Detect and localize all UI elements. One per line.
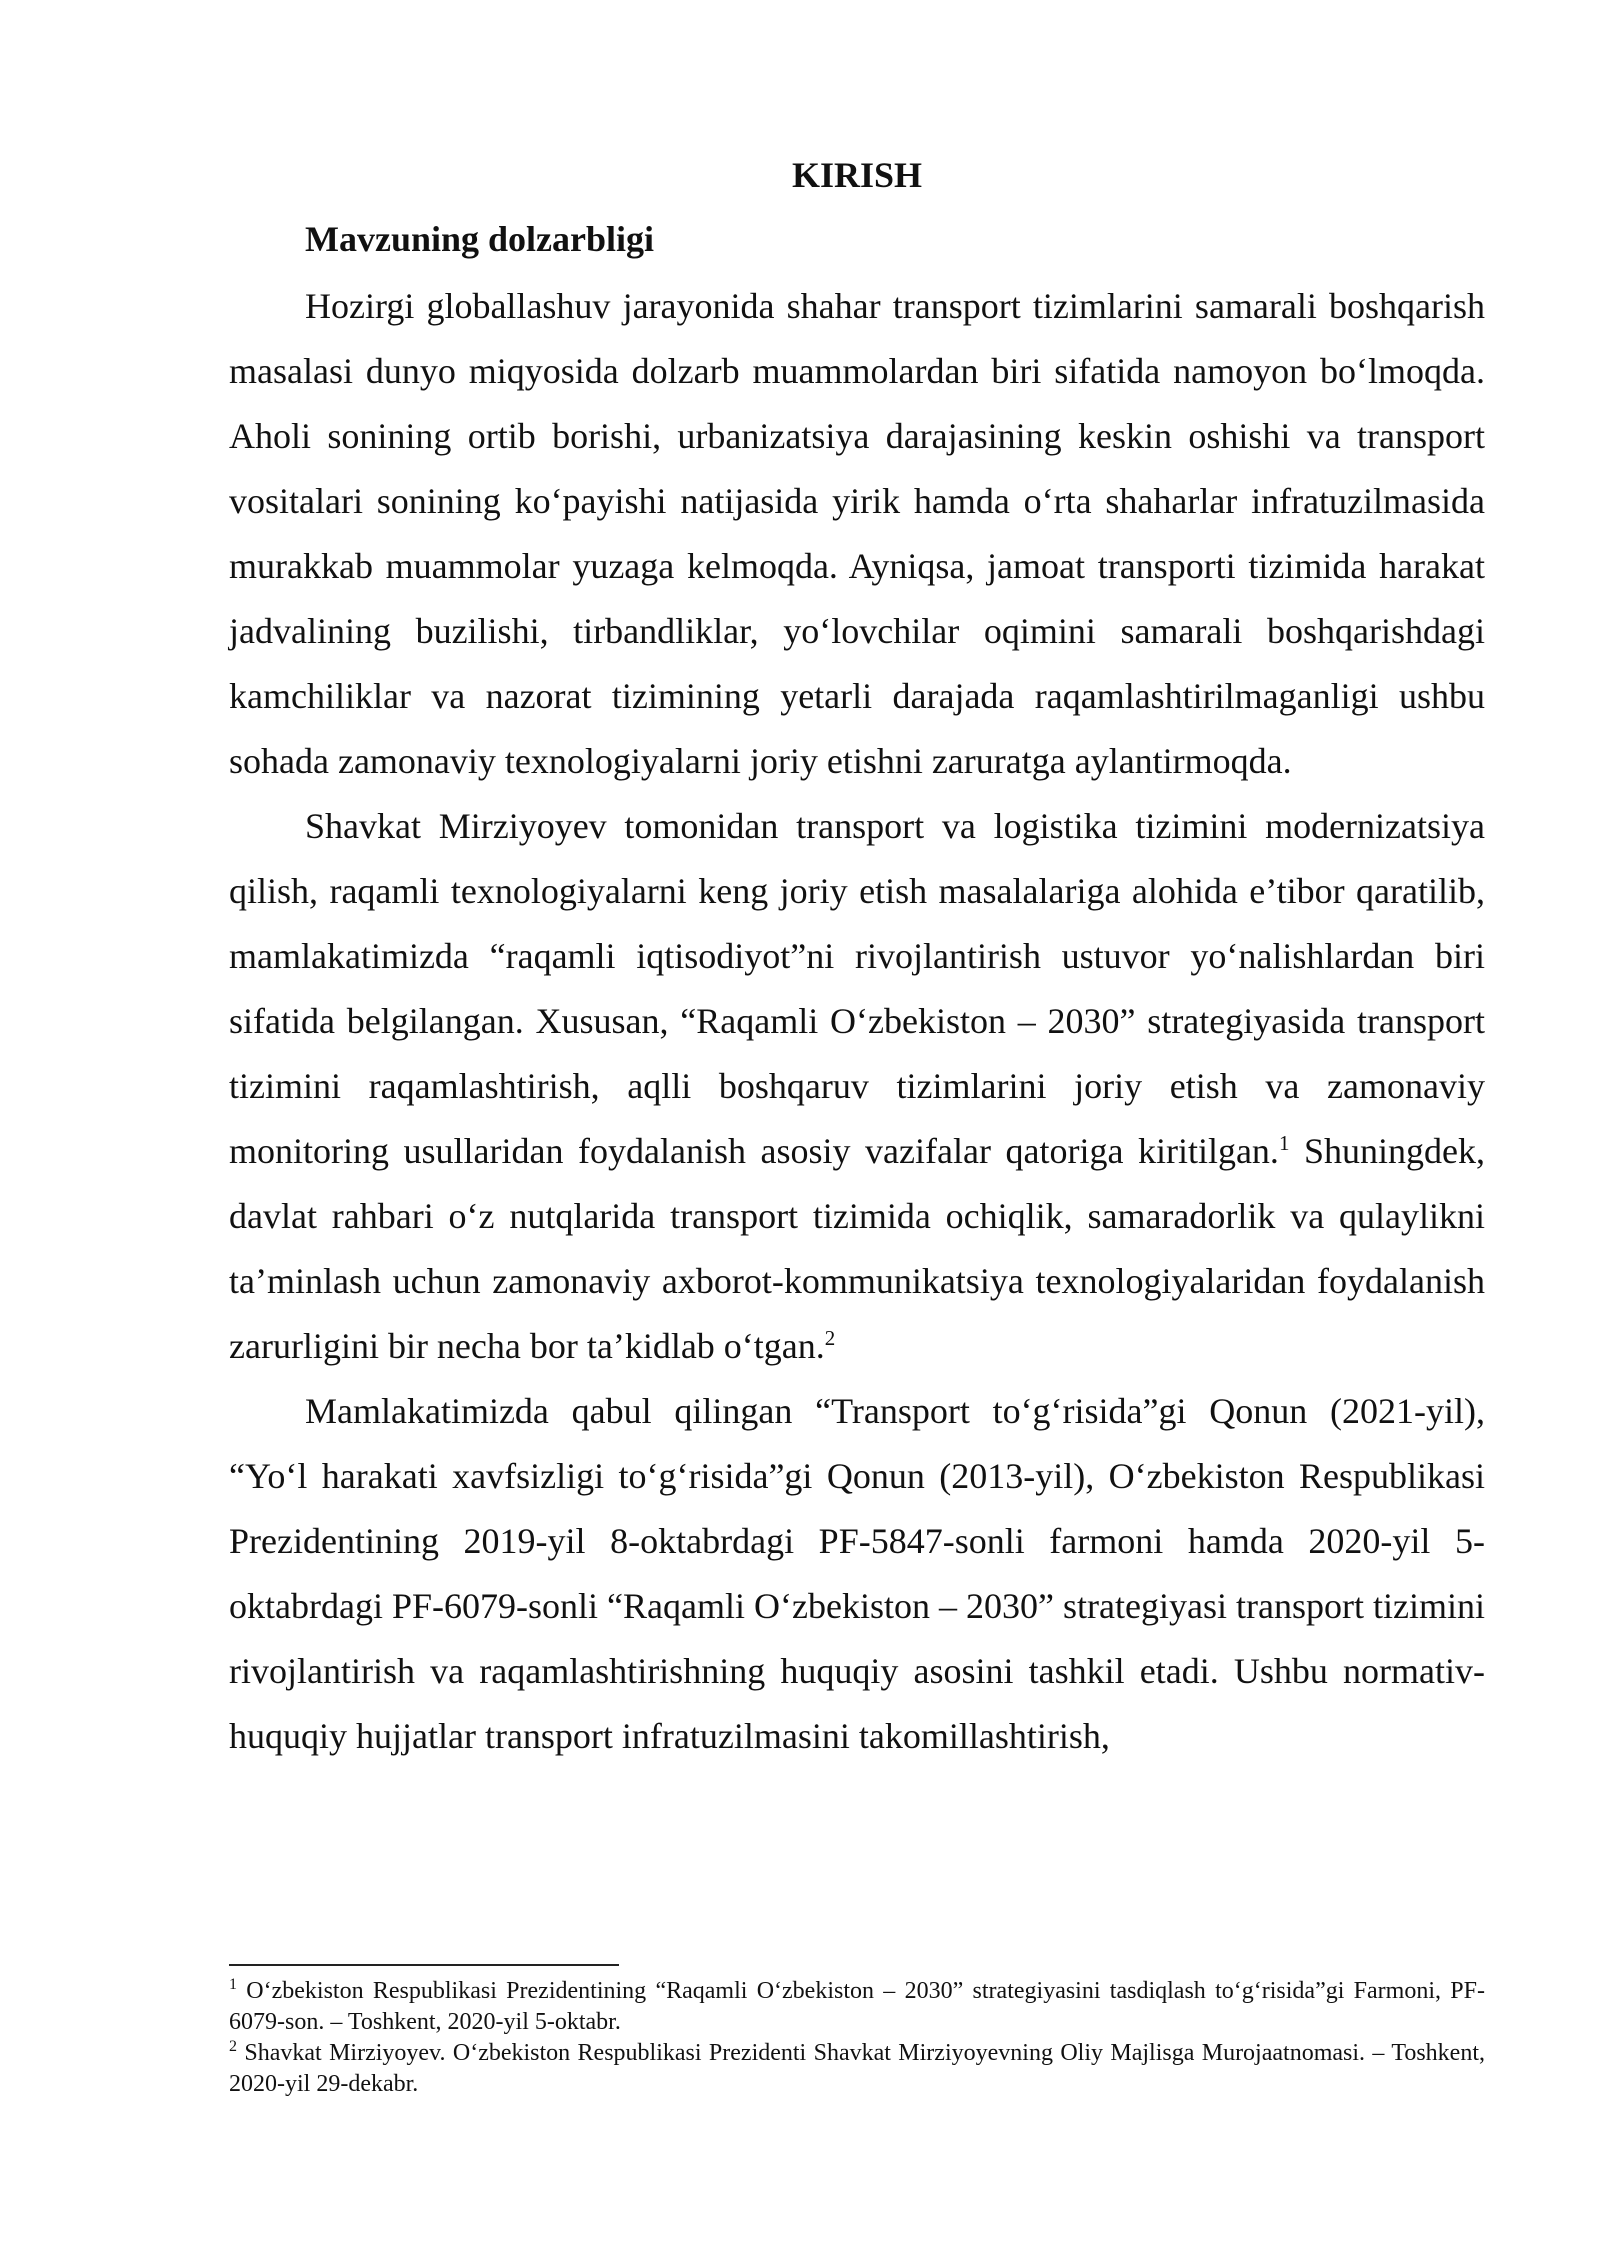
footnote-2-text: Shavkat Mirziyoyev. O‘zbekiston Respublikasi Prezidenti Shavkat Mirziyoyevning Oliy Majlisga Murojaatnomasi. – Toshkent, 2020-yil 29-dekabr. bbox=[229, 2040, 1485, 2097]
footnote-separator bbox=[229, 1964, 619, 1966]
footnote-2 bbox=[229, 2038, 1485, 2100]
paragraph-2-text-a: Shavkat Mirziyoyev tomonidan transport va logistika tizimini modernizatsiya qilish, raqamli texnologiyalarni keng joriy etish masalalariga alohida e’tibor qaratilib, mamlakatimizda “raqamli iqtisodiyot”ni rivojlantirish ustuvor yo‘nalishlardan biri sifatida belgilangan. Xususan, “Raqamli O‘zbekiston – 2030” strategiyasida transport tizimini raqamlashtirish, aqlli boshqaruv tizimlarini joriy etish va zamonaviy monitoring usullaridan foydalanish asosiy vazifalar qatoriga kiritilgan. bbox=[229, 806, 1485, 1171]
footnotes bbox=[229, 1964, 1485, 2100]
footnote-ref-1[interactable]: 1 bbox=[1278, 1131, 1290, 1155]
paragraph-1: Hozirgi globallashuv jarayonida shahar transport tizimlarini samarali boshqarish masalasi dunyo miqyosida dolzarb muammolardan biri sifatida namoyon bo‘lmoqda. Aholi sonining ortib borishi, urbanizatsiya darajasining keskin oshishi va transport vositalari sonining ko‘payishi natijasida yirik hamda o‘rta shaharlar infratuzilmasida murakkab muammolar yuzaga kelmoqda. Ayniqsa, jamoat transporti tizimida harakat jadvalining buzilishi, tirbandliklar, yo‘lovchilar oqimini samarali boshqarishdagi kamchiliklar va nazorat tizimining yetarli darajada raqamlashtirilmaganligi ushbu sohada zamonaviy texnologiyalarni joriy etishni zaruratga aylantirmoqda. bbox=[229, 286, 1485, 781]
footnote-1-mark: 1 bbox=[229, 1976, 237, 1993]
footnote-1-text: O‘zbekiston Respublikasi Prezidentining “Raqamli O‘zbekiston – 2030” strategiyasini tasdiqlash to‘g‘risida”gi Farmoni, PF-6079-son. – Toshkent, 2020-yil 5-oktabr. bbox=[229, 1978, 1485, 2035]
page-body bbox=[229, 148, 1485, 1769]
footnote-ref-2[interactable]: 2 bbox=[824, 1326, 836, 1350]
paragraph-2-text-b: Shuningdek, davlat rahbari o‘z nutqlarida transport tizimida ochiqlik, samaradorlik va qulaylikni ta’minlash uchun zamonaviy axborot-kommunikatsiya texnologiyalaridan foydalanish zarurligini bir necha bor ta’kidlab o‘tgan. bbox=[229, 1131, 1485, 1366]
paragraph-3: Mamlakatimizda qabul qilingan “Transport to‘g‘risida”gi Qonun (2021-yil), “Yo‘l harakati xavfsizligi to‘g‘risida”gi Qonun (2013-yil), O‘zbekiston Respublikasi Prezidentining 2019-yil 8-oktabrdagi PF-5847-sonli farmoni hamda 2020-yil 5-oktabrdagi PF-6079-sonli “Raqamli O‘zbekiston – 2030” strategiyasi transport tizimini rivojlantirish va raqamlashtirishning huquqiy asosini tashkil etadi. Ushbu normativ-huquqiy hujjatlar transport infratuzilmasini takomillashtirish, bbox=[229, 1391, 1485, 1756]
section-heading: Mavzuning dolzarbligi bbox=[305, 219, 655, 259]
footnote-1 bbox=[229, 1976, 1485, 2038]
paragraph-2 bbox=[229, 794, 1485, 1379]
page-title: KIRISH bbox=[791, 155, 923, 195]
footnote-2-mark: 2 bbox=[229, 2038, 237, 2055]
